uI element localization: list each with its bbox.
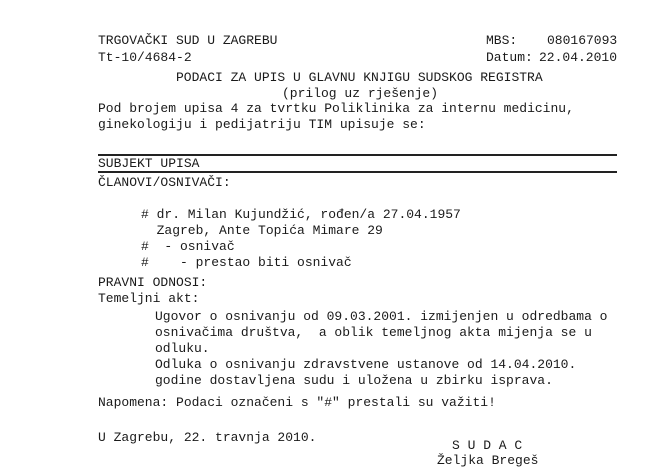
note: Napomena: Podaci označeni s "#" prestali su važiti! [98,395,496,410]
judge-title: S U D A C [452,438,523,453]
member-line: Zagreb, Ante Topića Mimare 29 [141,223,383,238]
case-number: Tt-10/4684-2 [98,50,192,65]
member-line: # - osnivač [141,239,235,254]
court-name: TRGOVAČKI SUD U ZAGREBU [98,33,278,48]
date-value: 22.04.2010 [539,50,618,65]
legal-line: Odluka o osnivanju zdravstvene ustanove od 14.04.2010. [155,357,577,372]
section-heading: SUBJEKT UPISA [98,156,200,171]
place-date: U Zagrebu, 22. travnja 2010. [98,430,317,445]
member-line: # dr. Milan Kujundžić, rođen/a 27.04.1957 [141,207,461,222]
legal-heading: PRAVNI ODNOSI: [98,275,208,290]
intro-line: ginekologiju i pedijatriju TIM upisuje se: [98,117,426,132]
document-title: PODACI ZA UPIS U GLAVNU KNJIGU SUDSKOG REGISTRA [176,70,543,85]
members-heading: ČLANOVI/OSNIVAČI: [98,175,231,190]
legal-line: Ugovor o osnivanju od 09.03.2001. izmijenjen u odredbama o [155,309,608,324]
document-subtitle: (prilog uz rješenje) [282,86,439,101]
mbs-value: 080167093 [547,33,618,48]
legal-line: odluku. [155,341,210,356]
legal-line: godine dostavljena sudu i uložena u zbirku isprava. [155,373,553,388]
legal-subheading: Temeljni akt: [98,291,200,306]
date-label: Datum: [486,50,533,65]
member-line: # - prestao biti osnivač [141,255,352,270]
judge-name: Željka Bregeš [437,453,539,468]
divider-bottom [98,171,617,173]
legal-line: osnivačima društva, a oblik temeljnog akta mijenja se u [155,325,592,340]
intro-line: Pod brojem upisa 4 za tvrtku Poliklinika za internu medicinu, [98,101,574,116]
mbs-label: MBS: [486,33,518,48]
